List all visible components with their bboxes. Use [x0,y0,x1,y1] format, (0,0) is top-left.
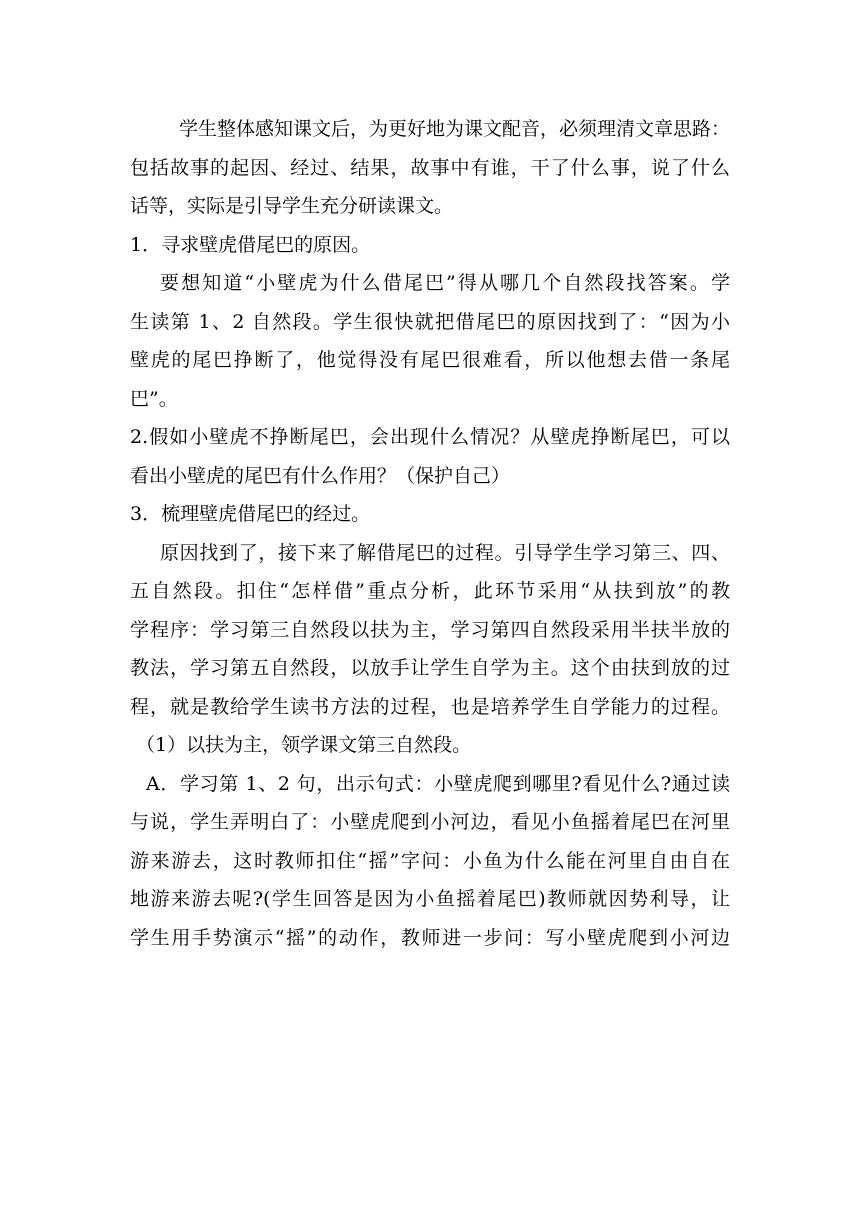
text-line: 2.假如小壁虎不挣断尾巴，会出现什么情况？从壁虎挣断尾巴，可以 [130,426,730,448]
text-line: 1．寻求壁虎借尾巴的原因。 [130,233,371,256]
text-line: 壁虎的尾巴挣断了，他觉得没有尾巴很难看，所以他想去借一条尾 [130,349,730,371]
text-line: 学生整体感知课文后，为更好地为课文配音，必须理清文章思路： [160,118,730,140]
text-line: （1）以扶为主，领学课文第三自然段。 [136,734,472,756]
text-line: 程，就是教给学生读书方法的过程，也是培养学生自学能力的过程。 [130,695,730,718]
text-line: 看出小壁虎的尾巴有什么作用？（保护自己） [130,464,511,487]
document-body [130,110,730,957]
text-line: A．学习第 1、2 句，出示句式：小壁虎爬到哪里?看见什么?通过读 [146,772,730,795]
text-line: 与说，学生弄明白了：小壁虎爬到小河边，看见小鱼摇着尾巴在河里 [130,811,730,833]
text-line: 教法，学习第五自然段，以放手让学生自学为主。这个由扶到放的过 [130,657,730,679]
text-line: 生读第 1、2 自然段。学生很快就把借尾巴的原因找到了：“因为小 [130,310,730,333]
text-line: 巴”。 [130,387,178,410]
text-line: 学程序：学习第三自然段以扶为主，学习第四自然段采用半扶半放的 [130,618,730,641]
text-line: 学生用手势演示“摇”的动作，教师进一步问：写小壁虎爬到小河边 [130,926,730,949]
text-line: 地游来游去呢?(学生回答是因为小鱼摇着尾巴)教师就因势利导，让 [130,888,730,910]
text-line: 包括故事的起因、经过、结果，故事中有谁，干了什么事，说了什么 [130,156,730,179]
text-line: 游来游去，这时教师扣住“摇”字问：小鱼为什么能在河里自由自在 [130,849,730,872]
text-line: 话等，实际是引导学生充分研读课文。 [130,195,454,217]
text-line: 要想知道“小壁虎为什么借尾巴”得从哪几个自然段找答案。学 [160,272,730,294]
text-line: 五自然段。扣住“怎样借”重点分析，此环节采用“从扶到放”的教 [130,580,730,602]
text-line: 3．梳理壁虎借尾巴的经过。 [130,503,371,525]
text-line: 原因找到了，接下来了解借尾巴的过程。引导学生学习第三、四、 [160,541,730,564]
